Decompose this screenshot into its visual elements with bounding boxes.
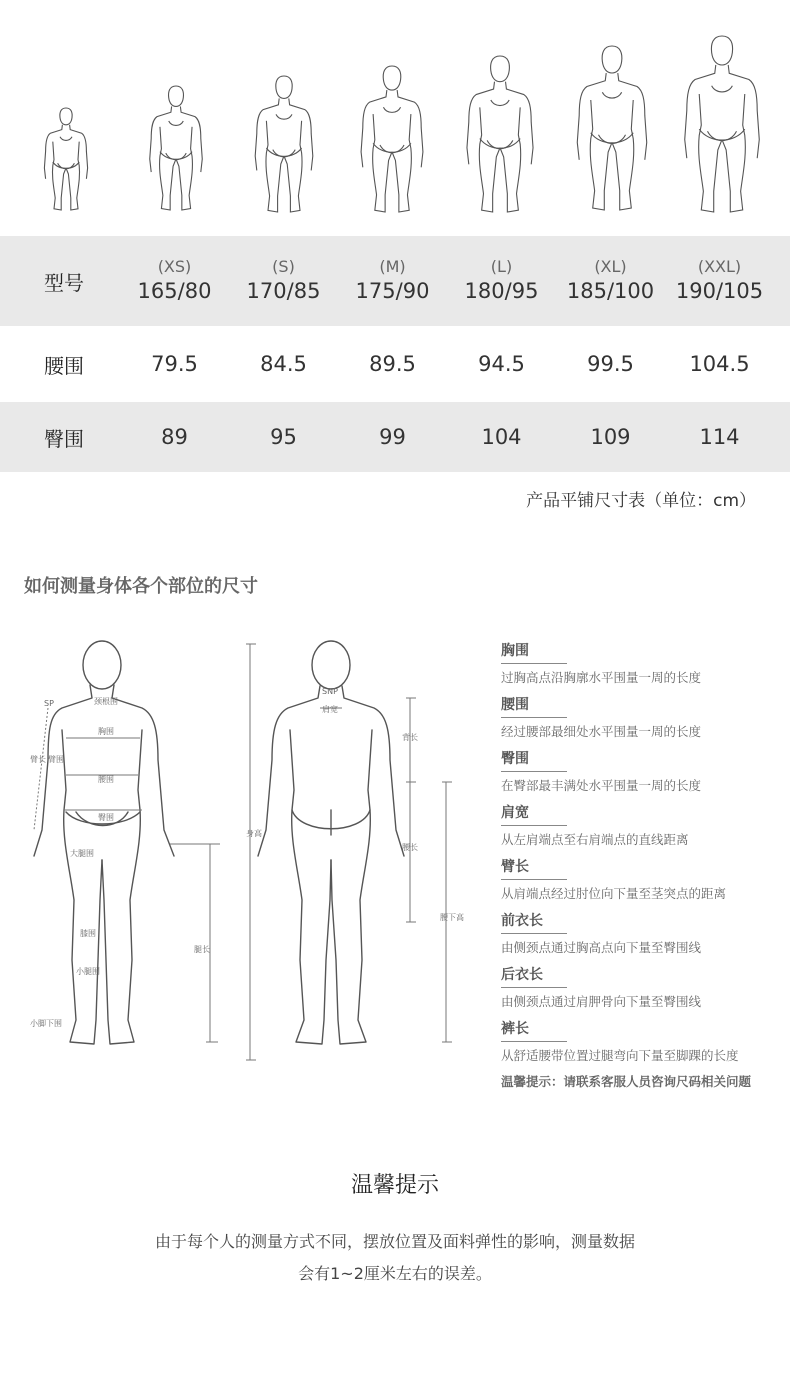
waist-value: 99.5 [587,352,634,376]
definition-item [501,694,786,740]
unit-note: 产品平铺尺寸表（单位：cm） [526,491,756,511]
label-chest: 胸围 [98,727,114,736]
hip-value: 89 [161,425,188,449]
definition-desc: 从左肩端点至右肩端点的直线距离 [501,832,689,847]
figures-svg [0,0,790,236]
definition-term: 臂长 [501,856,567,880]
how-to-measure-title: 如何测量身体各个部位的尺寸 [24,576,258,597]
size-table [0,236,790,472]
size-code: (XXL) [697,257,742,276]
size-xl [556,236,665,326]
label-ankle: 小脚下围 [30,1019,62,1028]
measurement-diagram [0,630,490,1070]
label-snp: SNP [322,687,338,696]
definition-desc: 从肩端点经过肘位向下量至茎突点的距离 [501,886,727,901]
size-l [447,236,556,326]
definition-item [501,856,786,902]
definition-desc: 由侧颈点通过胸高点向下量至臀围线 [501,940,702,955]
size-figure [577,46,646,210]
size-dim: 190/105 [675,279,764,303]
label-leg: 腿长 [194,945,210,954]
definition-item [501,640,786,686]
waist-label: 腰围 [44,353,84,378]
tip-body [0,1226,790,1290]
definition-desc: 在臀部最丰满处水平围量一周的长度 [501,778,702,793]
definition-term: 裤长 [501,1018,567,1042]
size-code: (M) [379,257,406,276]
size-figure [467,56,533,212]
waist-value: 94.5 [478,352,525,376]
hip-label: 臀围 [44,426,84,451]
label-back-length: 背长 [402,733,418,742]
definition-item [501,802,786,848]
size-figure [685,36,760,212]
definition-desc: 经过腰部最细处水平围量一周的长度 [501,724,702,739]
definition-term: 前衣长 [501,910,567,934]
definition-desc: 从舒适腰带位置过腿弯向下量至脚踝的长度 [501,1048,739,1063]
hip-value: 109 [590,425,631,449]
definition-desc: 由侧颈点通过肩胛骨向下量至臀围线 [501,994,702,1009]
label-inseam: 腰下高 [440,913,464,922]
waist-value: 84.5 [260,352,307,376]
label-waist: 腰围 [98,775,114,784]
hip-value: 95 [270,425,297,449]
size-m [338,236,447,326]
label-sp: SP [44,699,54,708]
size-code: (S) [272,257,295,276]
label-hip: 臀围 [98,813,114,822]
definition-item [501,964,786,1010]
definition-item [501,1018,786,1064]
hip-value: 104 [481,425,522,449]
size-dim: 180/95 [464,279,539,303]
inline-tip: 温馨提示：请联系客服人员咨询尺码相关问题 [501,1074,752,1089]
label-waist-length: 腰长 [402,843,418,852]
size-dim: 170/85 [246,279,321,303]
size-dim: 185/100 [566,279,655,303]
label-calf: 小腿围 [76,967,100,976]
label-height: 身高 [246,829,262,838]
tip-line-2: 会有1~2厘米左右的误差。 [298,1264,492,1283]
size-code: (XS) [157,257,192,276]
label-knee: 膝围 [80,929,96,938]
definition-term: 胸围 [501,640,567,664]
label-shoulder: 肩宽 [322,705,338,714]
label-thigh: 大腿围 [70,849,94,858]
definition-desc: 过胸高点沿胸廓水平围量一周的长度 [501,670,702,685]
waist-value: 79.5 [151,352,198,376]
size-xs [120,236,229,326]
definition-item [501,748,786,794]
hip-value: 99 [379,425,406,449]
size-figure [44,108,87,210]
size-dim: 175/90 [355,279,430,303]
waist-row [0,326,790,402]
waist-value: 104.5 [689,352,750,376]
size-figure [255,76,313,212]
hip-row [0,402,790,472]
model-label: 型号 [44,270,84,295]
size-xxl [665,236,774,326]
size-figures [0,0,790,236]
size-figure [150,86,203,210]
label-arm: 臂长 [30,755,46,764]
size-dim: 165/80 [137,279,212,303]
definition-term: 腰围 [501,694,567,718]
label-neck: 颈根围 [94,697,118,706]
label-upper-arm: 臂围 [48,755,64,764]
size-code: (XL) [594,257,627,276]
back-body-figure [258,641,404,1044]
definition-term: 肩宽 [501,802,567,826]
size-s [229,236,338,326]
tip-line-1: 由于每个人的测量方式不同，摆放位置及面料弹性的影响，测量数据 [154,1232,635,1251]
definition-term: 后衣长 [501,964,567,988]
definition-term: 臀围 [501,748,567,772]
definition-item [501,910,786,956]
measurement-definitions [501,640,786,1090]
hip-value: 114 [699,425,740,449]
tip-title: 温馨提示 [350,1173,439,1198]
diagram-svg [0,630,490,1070]
size-code: (L) [490,257,513,276]
model-row [0,236,790,326]
size-figure [361,66,423,212]
waist-value: 89.5 [369,352,416,376]
